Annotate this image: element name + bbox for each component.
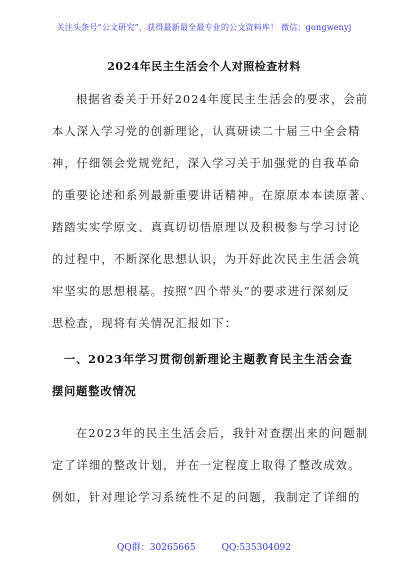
document-title: 2024年民主生活会个人对照检查材料 (107, 60, 301, 73)
footer-banner (0, 540, 408, 553)
section-body-line-3: 例如，针对理论学习系统性不足的问题，我制定了详细的 (52, 491, 361, 504)
intro-line-3: 神，仔细领会党规党纪，深入学习关于加强党的自我革命 (52, 157, 361, 170)
footer-qq-group: QQ群：30265665 (117, 543, 196, 553)
intro-line-1: 根据省委关于开好2024年度民主生活会的要求，会前 (76, 93, 369, 106)
intro-line-5: 踏踏实实学原文、真真切切悟原理以及积极参与学习讨论 (52, 221, 361, 234)
section-heading-line-1: 一、2023年学习贯彻创新理论主题教育民主生活会查 (64, 352, 353, 366)
intro-line-6: 的过程中，不断深化思想认识，为开好此次民主生活会筑 (52, 253, 361, 266)
section-body-line-1: 在2023年的民主生活会后，我针对查摆出来的问题制 (76, 427, 369, 440)
intro-line-8: 思检查，现将有关情况汇报如下： (52, 317, 238, 330)
header-banner: 关注头条号“公文研究”，获得最新最全最专业的公文资料库！ 微信：gongwenyj (56, 23, 352, 32)
section-body-line-2: 定了详细的整改计划，并在一定程度上取得了整改成效。 (52, 459, 361, 472)
intro-line-4: 的重要论述和系列最新重要讲话精神。在原原本本读原著、 (52, 189, 373, 202)
section-heading-line-2: 摆问题整改情况 (52, 384, 137, 398)
intro-line-7: 牢坚实的思想根基。按照“四个带头”的要求进行深刻反 (52, 285, 350, 298)
intro-line-2: 本人深入学习党的创新理论，认真研读二十届三中全会精 (52, 125, 361, 138)
footer-qq-contact: QQ:535304092 (221, 543, 291, 553)
